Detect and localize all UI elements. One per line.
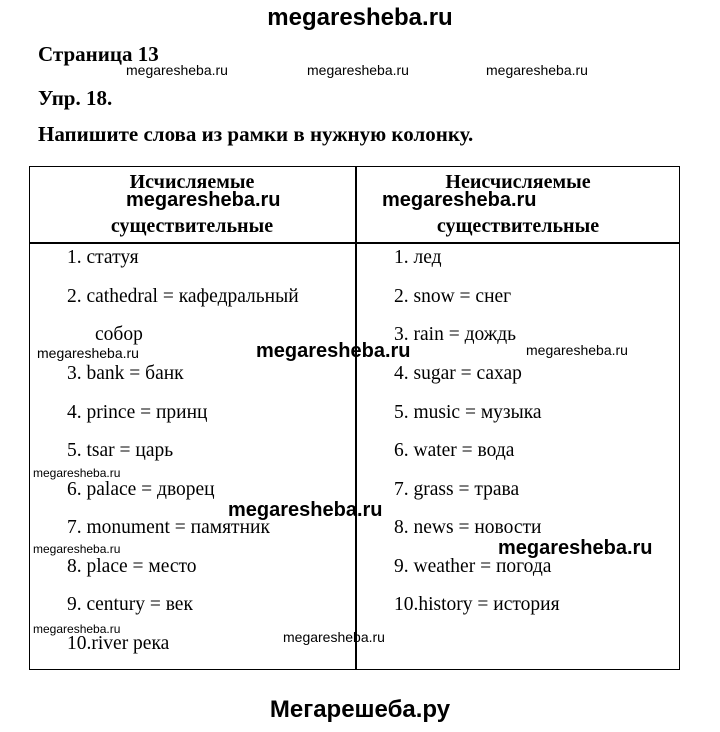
header-divider (29, 242, 680, 244)
left-item: 4. prince = принц (67, 402, 208, 423)
left-header-line1: Исчисляемые (129, 171, 255, 193)
watermark-small: megaresheba.ru (33, 622, 121, 636)
watermark-small: megaresheba.ru (307, 62, 409, 78)
watermark-big: megaresheba.ru (256, 340, 411, 362)
page-title: Страница 13 (38, 42, 159, 66)
watermark-small: megaresheba.ru (33, 466, 121, 480)
right-item: 3. rain = дождь (394, 324, 517, 345)
left-item: 3. bank = банк (67, 363, 184, 384)
left-item: 7. monument = памятник (67, 517, 270, 538)
left-item: 6. palace = дворец (67, 479, 215, 500)
right-header-line2: существительные (436, 215, 600, 237)
right-item: 5. music = музыка (394, 402, 542, 423)
watermark-small: megaresheba.ru (126, 62, 228, 78)
right-item: 9. weather = погода (394, 556, 552, 577)
exercise-number: Упр. 18. (38, 86, 113, 110)
watermark-big: megaresheba.ru (126, 189, 281, 211)
left-header-line2: существительные (110, 215, 274, 237)
right-item: 6. water = вода (394, 440, 515, 461)
left-item: 9. century = век (67, 594, 193, 615)
right-item: 4. sugar = сахар (394, 363, 522, 384)
left-item: 10.river река (67, 633, 170, 654)
watermark-top: megaresheba.ru (267, 4, 453, 31)
watermark-small: megaresheba.ru (283, 629, 385, 645)
watermark-big: megaresheba.ru (382, 189, 537, 211)
watermark-bottom: Мегарешеба.ру (269, 696, 451, 723)
watermark-big: megaresheba.ru (498, 537, 653, 559)
watermark-small: megaresheba.ru (33, 542, 121, 556)
watermark-big: megaresheba.ru (228, 499, 383, 521)
left-item: 8. place = место (67, 556, 197, 577)
watermark-small: megaresheba.ru (37, 345, 139, 361)
right-item: 10.history = история (394, 594, 560, 615)
left-item: 1. статуя (67, 247, 139, 268)
right-item: 2. snow = снег (394, 286, 512, 307)
left-item: 2. cathedral = кафедральный (67, 286, 299, 307)
watermark-small: megaresheba.ru (486, 62, 588, 78)
instruction: Напишите слова из рамки в нужную колонку. (38, 122, 474, 146)
left-item: 5. tsar = царь (67, 440, 174, 461)
right-item: 8. news = новости (394, 517, 542, 538)
right-header-line1: Неисчисляемые (445, 171, 591, 193)
right-item: 7. grass = трава (394, 479, 520, 500)
left-item: собор (95, 324, 143, 345)
watermark-small: megaresheba.ru (526, 342, 628, 358)
right-item: 1. лед (394, 247, 442, 268)
